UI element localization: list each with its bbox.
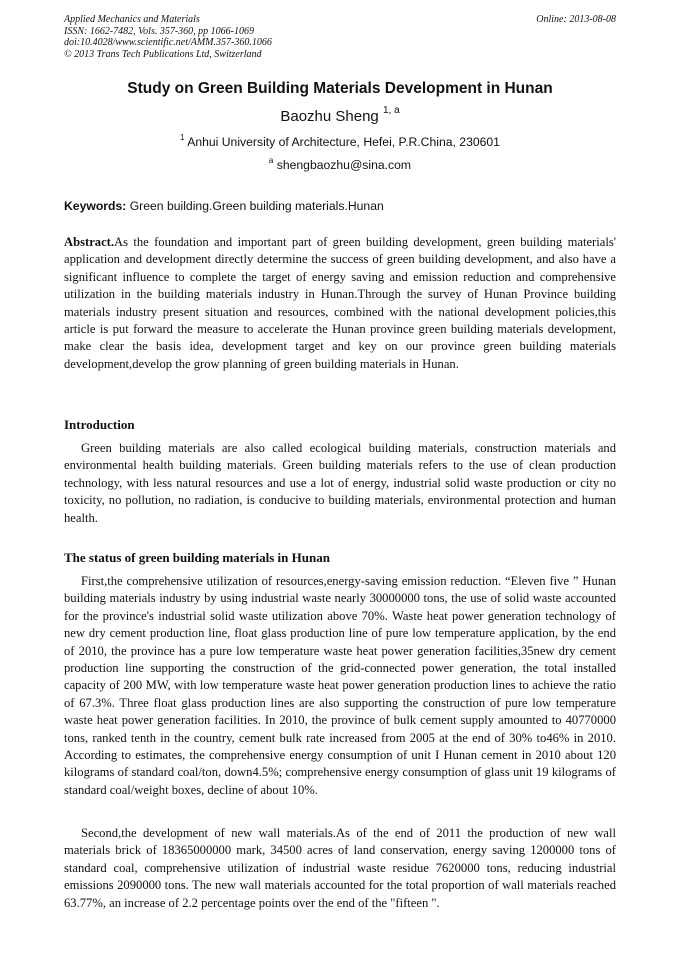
online-date: Online: 2013-08-08 [536, 14, 616, 25]
affiliation-text: Anhui University of Architecture, Hefei, P.R.China, 230601 [187, 135, 500, 149]
journal-header [64, 14, 616, 60]
paper-title: Study on Green Building Materials Development in Hunan [127, 80, 553, 97]
email-line [64, 158, 616, 172]
doi-line: doi:10.4028/www.scientific.net/AMM.357-360.1066 [64, 37, 272, 48]
author-name: Baozhu Sheng [280, 108, 379, 125]
keywords-text: Green building.Green building materials.Hunan [129, 199, 384, 213]
author-line [64, 105, 616, 125]
abstract-text: As the foundation and important part of green building development, green building materials' application and development directly determine the success of green building development, and also have a significant influence to complete the target of energy saving and emission reduction and comprehensive utilization in the building materials industry in Hunan.Through the survey of Hunan Province building materials industry present situation and resources, combined with the national development policies,this article is put forward the measure to accelerate the Hunan province green building materials development, make clear the basis idea, development target and key on our province green building materials development,develop the grow planning of green building materials in Hunan. [64, 235, 616, 371]
abstract-label: Abstract. [64, 235, 115, 249]
status-heading: The status of green building materials in Hunan [64, 550, 330, 565]
abstract-paragraph [64, 234, 616, 373]
introduction-heading: Introduction [64, 417, 135, 432]
status-paragraph-2: Second,the development of new wall materials.As of the end of 2011 the production of new wall materials brick of 18365000000 mark, 34500 acres of land conservation, energy saving 1200000 tons of standard coal, comprehensive utilization of industrial waste residue 7620000 tons, reducing industrial emissions 2090000 tons. The new wall materials accounted for the total proportion of wall materials reached 63.77%, an increase of 2.2 percentage points over the end of the "fifteen ". [64, 826, 616, 910]
email-superscript: a [268, 156, 274, 165]
affiliation-line [64, 135, 616, 149]
issn-line: ISSN: 1662-7482, Vols. 357-360, pp 1066-1069 [64, 25, 254, 37]
author-superscript: 1, a [382, 105, 400, 116]
keywords-line [64, 199, 616, 213]
copyright-line: © 2013 Trans Tech Publications Ltd, Switzerland [64, 48, 262, 60]
introduction-paragraph: Green building materials are also called ecological building materials, construction materials and environmental health building materials. Green building materials refers to the use of clean production technology, with less natural resources and use a lot of energy, industrial solid waste production or city no toxicity, no pollution, no radiation, is conducive to building materials, environmental protection and human health. [64, 441, 616, 525]
keywords-label: Keywords: [64, 199, 127, 213]
journal-name: Applied Mechanics and Materials [64, 14, 200, 25]
affiliation-superscript: 1 [180, 133, 185, 142]
status-paragraph-1: First,the comprehensive utilization of resources,energy-saving emission reduction. “Eleven five ” Hunan building materials industry by using industrial waste nearly 30000000 tons, the use of solid waste accounted for the province's industrial solid waste utilization above 70%. Waste heat power generation technology of new dry cement production line, float glass production line of pure low temperature application, by the end of 2010, the province has a pure low temperature waste heat power generation facilities,35new dry cement production line supporting the construction of the grid-connected power generation, the total installed capacity of 200 MW, with low temperature waste heat power generation production lines to achieve the ratio of 67.3%. Three float glass production lines are also supporting the construction of pure low temperature waste heat power generation facilities. In 2010, the province of bulk cement supply amounted to 40770000 tons, ranked tenth in the country, cement bulk rate increased from 2005 at the end of 30% to46% in 2010. According to estimates, the comprehensive energy consumption of unit I Hunan cement in 2010 about 120 kilograms of standard coal/ton, down4.5%; comprehensive energy consumption of glass unit 19 kilograms of standard coal/weight boxes, decline of about 10%. [64, 574, 616, 797]
email-address[interactable]: shengbaozhu@sina.com [276, 158, 412, 172]
